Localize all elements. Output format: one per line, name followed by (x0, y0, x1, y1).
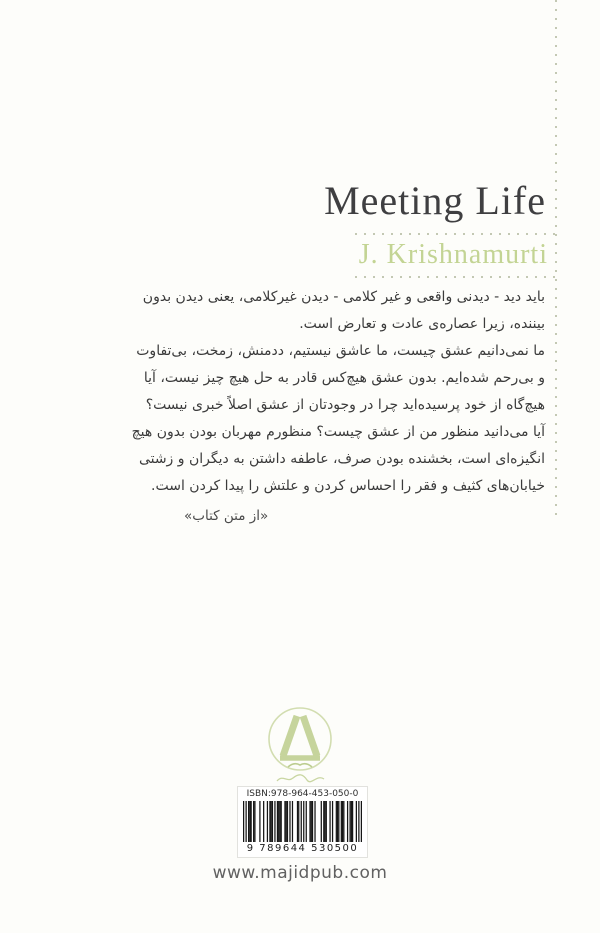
author-name: J. Krishnamurti (358, 239, 548, 270)
excerpt-line: هیچ‌گاه از خود پرسیده‌اید چرا در وجودتان از عشق اصلاً خبری نیست؟ (145, 397, 545, 413)
dotted-rule-below-author (355, 276, 556, 278)
isbn-barcode-block (237, 786, 368, 858)
publisher-logo-icon (250, 701, 350, 789)
excerpt-attribution: «از متن کتاب» (184, 508, 269, 524)
isbn-number-label: ISBN:978-964-453-050-0 (246, 789, 359, 799)
excerpt-line: ما نمی‌دانیم عشق چیست، ما عاشق نیستیم، ددمنش، زمخت، بی‌تفاوت (136, 343, 545, 359)
excerpt-line: بیننده، زیرا عصاره‌ی عادت و تعارض است. (299, 316, 545, 332)
dotted-border-vertical (555, 0, 557, 521)
dotted-rule-above-author (355, 233, 556, 235)
excerpt-line: آیا می‌دانید منظور من از عشق چیست؟ منظورم مهربان بودن بدون هیچ (131, 424, 545, 440)
barcode-bars (243, 801, 362, 842)
excerpt-line: خیابان‌های کثیف و فقر را احساس کردن و علتش را پیدا کردن است. (151, 478, 545, 494)
logo-signature-script (277, 775, 324, 782)
publisher-website-url: www.majidpub.com (212, 863, 388, 883)
excerpt-line: و بی‌رحم شده‌ایم. بدون عشق هیچ‌کس قادر به حل هیچ چیز نیست، آیا (143, 370, 545, 386)
excerpt-line: باید دید - دیدنی واقعی و غیر کلامی - دیدن غیرکلامی، یعنی دیدن بدون (142, 289, 545, 305)
logo-triangle (280, 716, 320, 758)
book-title-english: Meeting Life (324, 178, 546, 223)
book-excerpt-paragraph (131, 284, 545, 500)
logo-open-book (288, 764, 312, 767)
excerpt-line: انگیزه‌ای است، بخشنده بودن صرف، عاطفه داشتن به دیگران و زشتی (138, 451, 545, 467)
barcode-digits: 9 789644 530500 (246, 843, 359, 854)
